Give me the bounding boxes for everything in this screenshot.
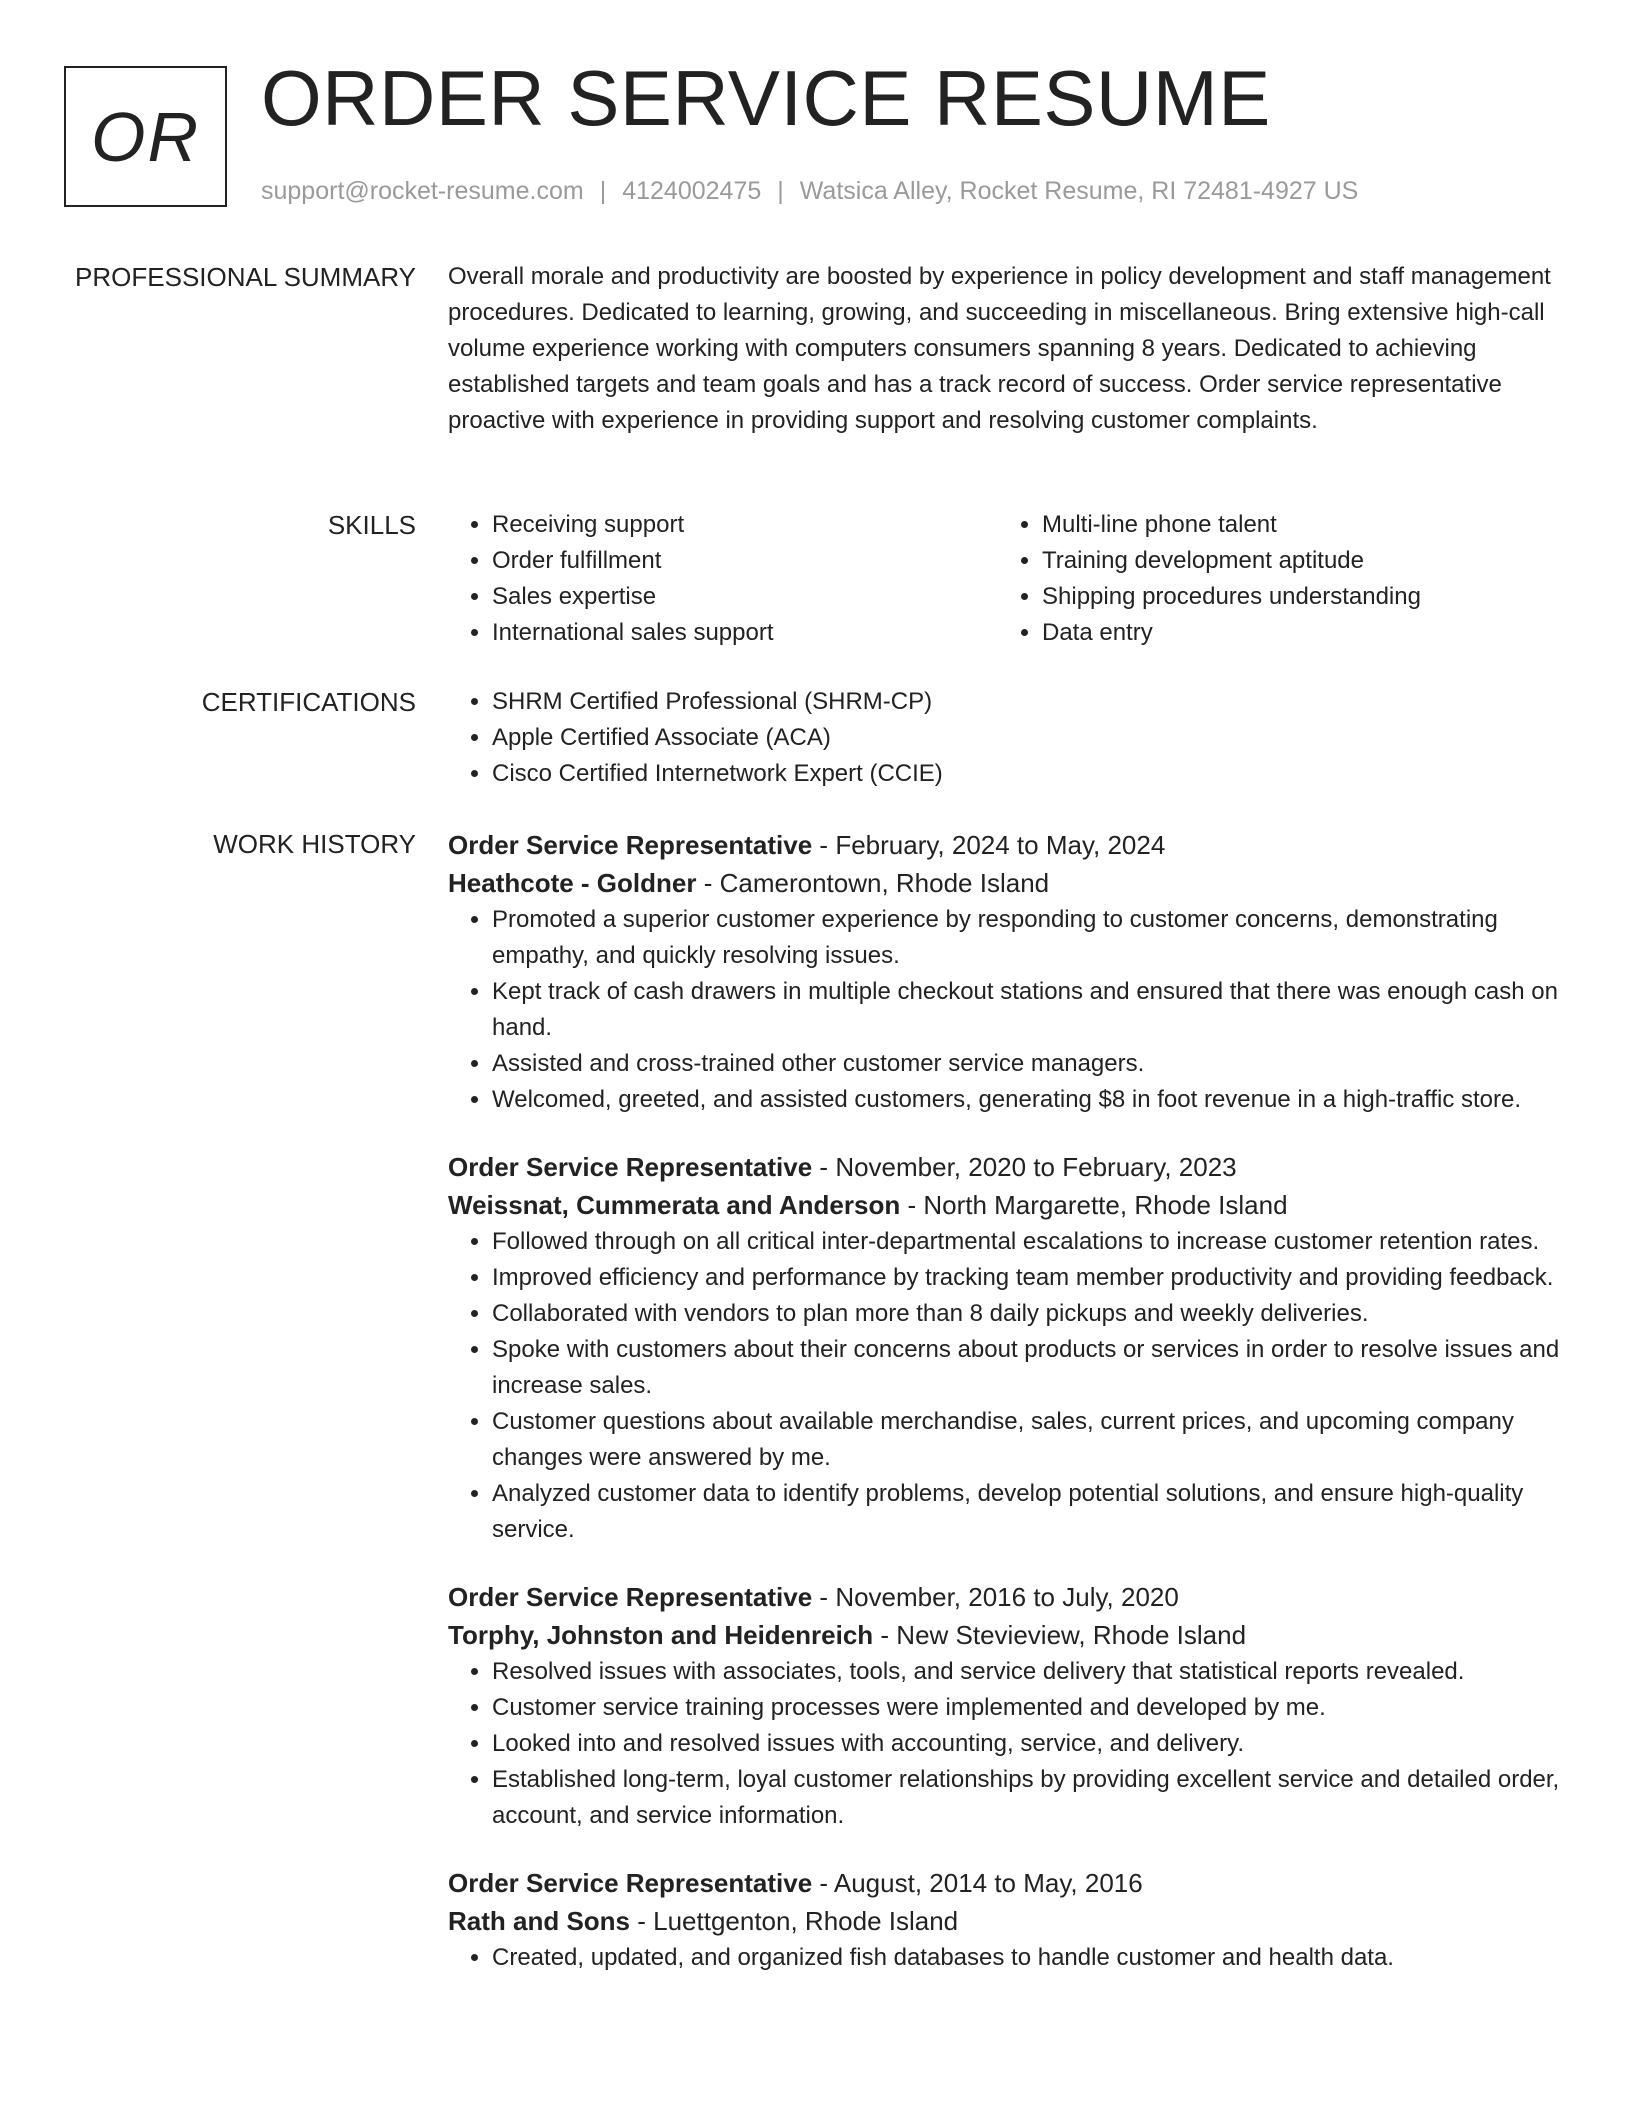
skills-column-left [448,507,998,651]
skill-item: • Sales expertise [492,579,998,615]
job-company-line: Weissnat, Cummerata and Anderson - North Margarette, Rhode Island [448,1190,1288,1220]
job-location: New Stevieview, Rhode Island [896,1620,1247,1650]
skill-item: • Training development aptitude [1042,543,1548,579]
work-history-body [448,826,1568,2006]
certification-item: • SHRM Certified Professional (SHRM-CP) [492,684,1568,720]
job-location: North Margarette, Rhode Island [923,1190,1288,1220]
skills-body [448,507,1568,651]
job-bullet: • Promoted a superior customer experience by responding to customer concerns, demonstrating empathy, and quickly resolving issues. [492,902,1568,974]
contact-separator: | [777,177,784,205]
job-company: Rath and Sons [448,1906,631,1936]
job-company: Weissnat, Cummerata and Anderson [448,1190,901,1220]
contact-line [261,176,1358,206]
contact-separator: | [599,177,607,205]
job-title: Order Service Representative [448,1868,813,1898]
job-bullet: • Analyzed customer data to identify problems, develop potential solutions, and ensure high-quality service. [492,1476,1568,1548]
job-company-line: Torphy, Johnston and Heidenreich - New Stevieview, Rhode Island [448,1620,1247,1650]
skill-item: • Multi-line phone talent [1042,507,1548,543]
job-bullet: • Followed through on all critical inter-departmental escalations to increase customer retention rates. [492,1224,1568,1260]
job-bullets [448,902,1568,1118]
skill-item: • Receiving support [492,507,998,543]
job-title: Order Service Representative [448,1152,813,1182]
skills-heading: SKILLS [327,510,416,540]
resume-title: ORDER SERVICE RESUME [261,54,1271,142]
job-location: Camerontown, Rhode Island [719,868,1050,898]
job-bullet: • Established long-term, loyal customer relationships by providing excellent service and detailed order, account, and service information. [492,1762,1568,1834]
summary-heading: PROFESSIONAL SUMMARY [75,262,416,292]
contact-address: Watsica Alley, Rocket Resume, RI 72481-4927 US [799,177,1359,205]
job-bullet: • Welcomed, greeted, and assisted customers, generating $8 in foot revenue in a high-traffic store. [492,1082,1568,1118]
job-company: Torphy, Johnston and Heidenreich [448,1620,874,1650]
skill-item: • Data entry [1042,615,1548,651]
job-company: Heathcote - Goldner [448,868,697,898]
job-title-line: Order Service Representative - November, 2016 to July, 2020 [448,1582,1179,1612]
skill-item: • International sales support [492,615,998,651]
job-entry [448,1148,1568,1548]
job-location: Luettgenton, Rhode Island [653,1906,959,1936]
job-title-line: Order Service Representative - August, 2014 to May, 2016 [448,1868,1143,1898]
job-title: Order Service Representative [448,830,813,860]
job-entry [448,1864,1568,1976]
skills-column-right [998,507,1548,651]
work-history-heading: WORK HISTORY [213,829,416,859]
job-bullets [448,1224,1568,1548]
job-title-line: Order Service Representative - February, 2024 to May, 2024 [448,830,1166,860]
job-bullet: • Assisted and cross-trained other customer service managers. [492,1046,1568,1082]
skill-item: • Shipping procedures understanding [1042,579,1548,615]
job-bullet: • Kept track of cash drawers in multiple checkout stations and ensured that there was enough cash on hand. [492,974,1568,1046]
job-bullet: • Resolved issues with associates, tools, and service delivery that statistical reports revealed. [492,1654,1568,1690]
monogram-box [64,66,227,207]
summary-body [448,259,1568,439]
job-entry [448,1578,1568,1834]
job-entry [448,826,1568,1118]
job-bullets [448,1654,1568,1834]
contact-phone: 4124002475 [622,177,762,205]
job-dates: February, 2024 to May, 2024 [835,830,1166,860]
job-bullet: • Collaborated with vendors to plan more than 8 daily pickups and weekly deliveries. [492,1296,1568,1332]
job-title-line: Order Service Representative - November, 2020 to February, 2023 [448,1152,1237,1182]
skill-item: • Order fulfillment [492,543,998,579]
job-dates: November, 2020 to February, 2023 [835,1152,1237,1182]
job-bullets [448,1940,1568,1976]
job-bullet: • Customer service training processes were implemented and developed by me. [492,1690,1568,1726]
certification-item: • Apple Certified Associate (ACA) [492,720,1568,756]
job-company-line: Rath and Sons - Luettgenton, Rhode Island [448,1906,959,1936]
job-dates: November, 2016 to July, 2020 [835,1582,1179,1612]
job-dates: August, 2014 to May, 2016 [833,1868,1143,1898]
contact-email: support@rocket-resume.com [261,177,584,205]
certifications-body [448,684,1568,792]
certification-item: • Cisco Certified Internetwork Expert (CCIE) [492,756,1568,792]
monogram-initials: OR [91,97,200,176]
job-company-line: Heathcote - Goldner - Camerontown, Rhode Island [448,868,1050,898]
job-bullet: • Looked into and resolved issues with accounting, service, and delivery. [492,1726,1568,1762]
job-bullet: • Created, updated, and organized fish databases to handle customer and health data. [492,1940,1568,1976]
summary-text: Overall morale and productivity are boosted by experience in policy development and staff management procedures. Dedicated to learning, growing, and succeeding in miscellaneous. Bring extensive high-call volume experience working with computers consumers spanning 8 years. Dedicated to achieving established targets and team goals and has a track record of success. Order service representative proactive with experience in providing support and resolving customer complaints. [448,263,1551,434]
skills-grid [448,507,1568,651]
certifications-heading: CERTIFICATIONS [201,687,416,717]
job-bullet: • Improved efficiency and performance by tracking team member productivity and providing feedback. [492,1260,1568,1296]
job-bullet: • Spoke with customers about their concerns about products or services in order to resolve issues and increase sales. [492,1332,1568,1404]
job-title: Order Service Representative [448,1582,813,1612]
job-bullet: • Customer questions about available merchandise, sales, current prices, and upcoming company changes were answered by me. [492,1404,1568,1476]
